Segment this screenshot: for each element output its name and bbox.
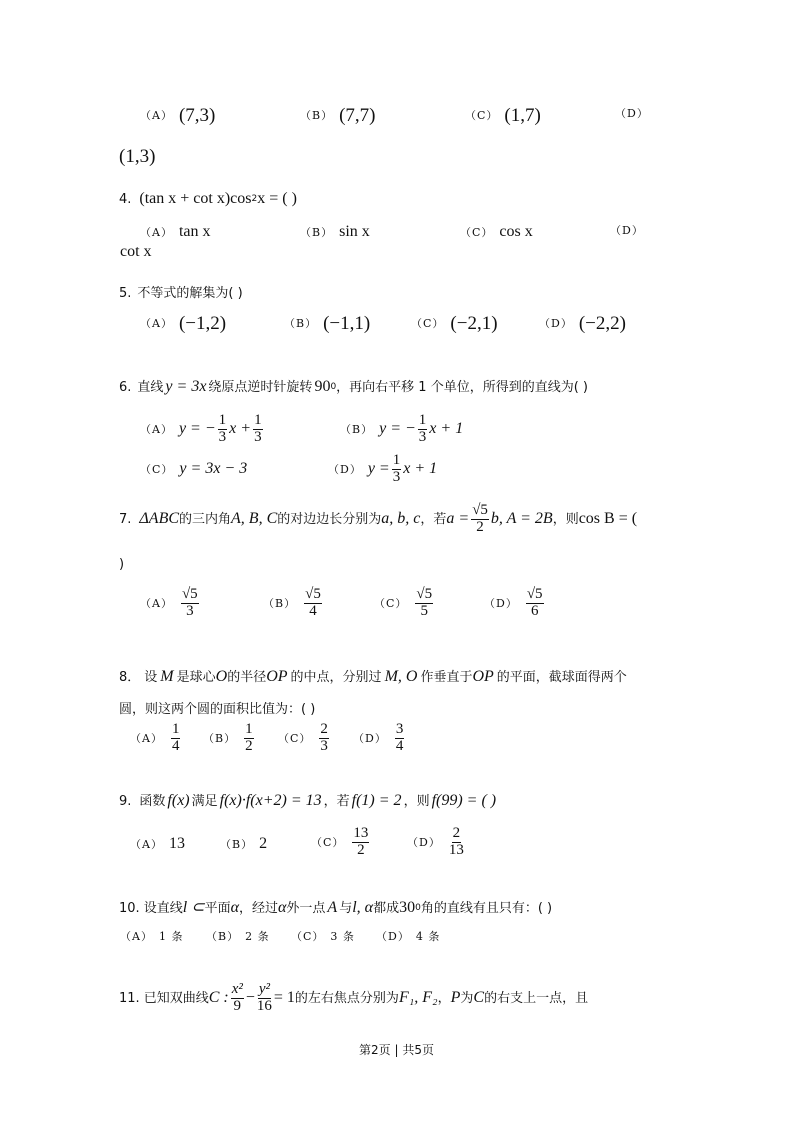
option-label: （B）	[263, 596, 297, 610]
math: f(x)	[167, 792, 190, 809]
option-label: （B）	[220, 837, 254, 851]
q7-option-c	[374, 587, 435, 620]
math: x +	[229, 420, 252, 438]
fraction	[395, 722, 405, 755]
math: C	[473, 989, 485, 1007]
question-number: 5.	[119, 286, 132, 301]
numerator: √5	[305, 586, 321, 602]
question-text: 作垂直于	[420, 669, 473, 685]
q8-option-a	[130, 722, 182, 755]
numerator: 1	[218, 412, 227, 428]
denominator: 13	[448, 841, 464, 858]
denominator: 3	[320, 737, 328, 754]
math: f(x)·f(x+2) = 13	[219, 792, 322, 809]
denominator: 4	[309, 602, 317, 619]
q7-option-b	[263, 587, 324, 620]
q10-option-b	[206, 931, 276, 942]
option-value: cos x	[499, 223, 533, 240]
math: O	[215, 668, 228, 685]
math: l, α	[352, 899, 374, 916]
q3-option-a	[140, 106, 215, 125]
math: l ⊂	[182, 899, 205, 916]
fraction	[181, 587, 199, 620]
question-text: 满足	[191, 793, 218, 809]
option-label: （A）	[140, 225, 173, 239]
q8-option-b	[203, 722, 256, 755]
option-label: （A）	[140, 109, 173, 122]
math: y = 3x − 3	[179, 460, 248, 477]
question-number: 9.	[119, 793, 132, 809]
question-text: ，则	[552, 511, 579, 527]
question-text: 的右支上一点，且	[484, 990, 589, 1006]
q7-stem	[119, 503, 637, 536]
fraction	[449, 826, 464, 859]
q5-option-c	[411, 314, 498, 333]
option-value: (−2,2)	[578, 313, 626, 334]
math: M, O	[384, 668, 418, 685]
q10-option-d	[376, 931, 446, 942]
question-text: 的中点，分别过	[290, 669, 382, 685]
math: b, A = 2B	[490, 510, 553, 528]
denominator: 6	[530, 602, 539, 619]
math: y = −	[379, 420, 416, 438]
option-label: （B）	[340, 422, 374, 436]
fraction	[526, 587, 544, 620]
question-text: 设	[144, 669, 158, 685]
math: (tan x + cot x)cos	[139, 190, 252, 207]
q10-stem	[119, 900, 552, 916]
question-number: 4.	[119, 191, 132, 207]
q9-option-b	[220, 836, 267, 852]
numerator: y²	[258, 981, 270, 997]
option-value: (−1,1)	[323, 313, 371, 334]
option-label: （C）	[460, 225, 494, 239]
question-number: 11.	[119, 990, 140, 1006]
q4-stem	[119, 191, 297, 207]
option-label: （D）	[615, 107, 649, 120]
q3-option-b	[300, 106, 376, 125]
option-value: cot x	[120, 243, 152, 260]
option-label: （C）	[311, 835, 345, 849]
superscript: 0	[415, 902, 421, 913]
numerator: 1	[392, 452, 401, 468]
q6-option-a	[140, 413, 265, 446]
option-label: （C）	[374, 596, 408, 610]
q4-option-d	[610, 225, 650, 236]
fraction	[415, 587, 433, 620]
question-number: 6.	[119, 379, 132, 395]
option-label: （A）	[120, 930, 153, 943]
page-footer: 第2页 | 共5页	[359, 1043, 434, 1057]
denominator: 2	[245, 737, 253, 754]
math: A	[327, 899, 338, 916]
math: ΔABC	[139, 510, 180, 528]
question-text: 不等式的解集为( )	[137, 286, 243, 301]
question-text: 已知双曲线	[143, 990, 209, 1006]
option-label: （D）	[539, 317, 573, 330]
math: C :	[208, 989, 229, 1007]
option-value: (7,7)	[339, 105, 376, 126]
question-text: ，则	[403, 793, 430, 809]
question-text: )	[119, 557, 125, 572]
denominator: 3	[418, 428, 427, 445]
numerator: 3	[395, 721, 404, 737]
q4-option-a	[140, 224, 211, 240]
fraction	[231, 982, 244, 1015]
fraction	[392, 453, 402, 486]
option-value: (1,7)	[504, 105, 541, 126]
question-text: 都成	[373, 900, 400, 916]
numerator: 2	[320, 721, 328, 737]
denominator: 3	[392, 468, 401, 485]
math: A, B, C	[231, 510, 278, 528]
question-text: ，经过	[238, 900, 278, 916]
q11-stem	[119, 982, 588, 1015]
numerator: 1	[418, 412, 427, 428]
option-value: sin x	[339, 223, 370, 240]
question-number: 10.	[119, 900, 140, 916]
math: = 1	[273, 989, 295, 1007]
question-text: ，再向右平移 1 个单位，所得到的直线为( )	[336, 379, 588, 395]
q5-option-b	[284, 314, 370, 333]
option-label: （C）	[465, 109, 499, 122]
math: a, b, c	[381, 510, 421, 528]
option-label: （B）	[206, 930, 240, 943]
q5-stem	[119, 287, 243, 300]
q8-option-d	[353, 722, 406, 755]
math: P	[450, 989, 461, 1007]
math: x = ( )	[257, 190, 297, 207]
option-value: tan x	[178, 223, 211, 240]
numerator: 1	[171, 721, 180, 737]
q4-option-c	[460, 224, 533, 240]
numerator: x²	[231, 981, 243, 997]
q6-option-b	[340, 413, 463, 446]
q8-option-c	[278, 722, 331, 755]
question-text: ，若	[420, 511, 447, 527]
q8-stem-line2	[119, 703, 315, 716]
math: x + 1	[403, 460, 438, 478]
denominator: 3	[186, 602, 194, 619]
question-text: ，	[437, 990, 451, 1006]
fraction	[319, 722, 329, 755]
fraction	[257, 982, 272, 1015]
question-text: 函数	[139, 793, 166, 809]
denominator: 16	[256, 997, 272, 1014]
option-label: （A）	[130, 837, 163, 851]
question-text: 直线	[137, 379, 164, 395]
math: 30	[399, 899, 416, 916]
q5-option-a	[140, 314, 226, 333]
numerator: 1	[245, 721, 253, 737]
option-value: 2	[259, 835, 268, 852]
fraction	[171, 722, 181, 755]
math: a =	[446, 510, 470, 528]
option-label: （D）	[610, 224, 644, 237]
math: F₁, F₂	[398, 989, 438, 1007]
question-text: 的平面，截球面得两个	[496, 669, 627, 685]
denominator: 5	[420, 602, 429, 619]
option-label: （A）	[140, 317, 173, 330]
option-label: （B）	[300, 109, 334, 122]
option-label: （D）	[328, 462, 362, 476]
q8-stem	[119, 669, 627, 685]
denominator: 2	[476, 518, 484, 535]
fraction	[352, 826, 369, 859]
denominator: 4	[171, 737, 180, 754]
fraction	[471, 503, 489, 536]
math: α	[278, 899, 287, 916]
q10-option-c	[291, 931, 361, 942]
question-number: 8．	[119, 669, 141, 685]
numerator: √5	[472, 502, 488, 518]
option-value: 3 条	[330, 930, 355, 943]
math: α	[230, 899, 239, 916]
question-text: 是球心	[176, 669, 216, 685]
q5-option-d	[539, 314, 626, 333]
question-text: 的半径	[227, 669, 267, 685]
option-label: （A）	[130, 731, 163, 745]
math: M	[160, 668, 174, 685]
question-text: 圆，则这两个圆的面积比值为：( )	[119, 702, 316, 717]
math: f(1) = 2	[351, 792, 402, 809]
math: x + 1	[429, 420, 464, 438]
numerator: 1	[254, 412, 262, 428]
option-value: 1 条	[158, 930, 184, 943]
question-text: 平面	[204, 900, 231, 916]
q9-option-a	[130, 836, 185, 852]
option-label: （C）	[140, 462, 174, 476]
option-label: （C）	[411, 317, 445, 330]
option-value: 13	[168, 835, 185, 852]
numerator: √5	[526, 586, 543, 602]
option-label: （B）	[203, 731, 237, 745]
question-text: 与	[339, 900, 353, 916]
math: y = 3x	[165, 378, 207, 395]
option-value: 4 条	[415, 930, 441, 943]
q9-option-c	[311, 826, 371, 859]
fraction	[418, 413, 428, 446]
question-text: 绕原点逆时针旋转	[208, 379, 313, 395]
question-text: 设直线	[143, 900, 183, 916]
question-text: 的对边边长分别为	[277, 511, 382, 527]
math: cos B = (	[578, 510, 638, 528]
q9-stem	[119, 793, 496, 809]
math: 90	[314, 378, 331, 395]
option-value: (−2,1)	[450, 313, 498, 334]
option-label: （C）	[278, 731, 312, 745]
q3-option-d	[615, 108, 655, 119]
denominator: 3	[218, 428, 227, 445]
option-label: （D）	[407, 835, 441, 849]
math: −	[245, 989, 255, 1007]
option-label: （A）	[140, 422, 173, 436]
numerator: 2	[452, 825, 461, 841]
question-number: 7.	[119, 511, 132, 527]
math: OP	[266, 668, 288, 685]
q3-option-d-value	[119, 147, 155, 166]
q6-option-c	[140, 461, 247, 477]
fraction	[253, 413, 263, 446]
denominator: 2	[357, 841, 365, 858]
option-value: 2 条	[245, 930, 270, 943]
numerator: √5	[181, 586, 198, 602]
question-text: 角的直线有且只有：( )	[420, 900, 553, 916]
option-label: （D）	[484, 596, 518, 610]
q9-option-d	[407, 826, 466, 859]
fraction	[304, 587, 322, 620]
q7-option-d	[484, 587, 546, 620]
option-label: （B）	[284, 317, 318, 330]
option-value: (−1,2)	[178, 313, 227, 334]
denominator: 3	[254, 428, 262, 445]
q4-option-d-value	[120, 244, 152, 260]
option-label: （C）	[291, 930, 325, 943]
math: OP	[472, 668, 494, 685]
superscript: 2	[251, 193, 258, 204]
option-label: （A）	[140, 596, 173, 610]
q7-option-a	[140, 587, 201, 620]
fraction	[244, 722, 254, 755]
q6-option-d	[328, 453, 437, 486]
math: f(99) = ( )	[431, 792, 497, 809]
q3-option-c	[465, 106, 541, 125]
option-value: (1,3)	[119, 146, 156, 167]
question-text: 外一点	[286, 900, 326, 916]
question-text: 的左右焦点分别为	[294, 990, 399, 1006]
option-label: （D）	[353, 731, 387, 745]
option-label: （B）	[300, 225, 334, 239]
math: y = −	[178, 420, 216, 438]
q7-close-paren	[119, 558, 124, 571]
q10-option-a	[120, 931, 189, 942]
question-text: 的三内角	[179, 511, 232, 527]
option-label: （D）	[376, 930, 410, 943]
numerator: 13	[353, 825, 369, 841]
fraction	[218, 413, 228, 446]
superscript: 0	[330, 381, 337, 392]
q4-option-b	[300, 224, 370, 240]
option-value: (7,3)	[178, 105, 216, 126]
question-text: ，若	[323, 793, 350, 809]
math: y =	[367, 460, 390, 478]
question-text: 为	[460, 990, 474, 1006]
denominator: 9	[233, 997, 242, 1014]
denominator: 4	[395, 737, 404, 754]
numerator: √5	[416, 586, 433, 602]
q6-stem	[119, 379, 588, 395]
